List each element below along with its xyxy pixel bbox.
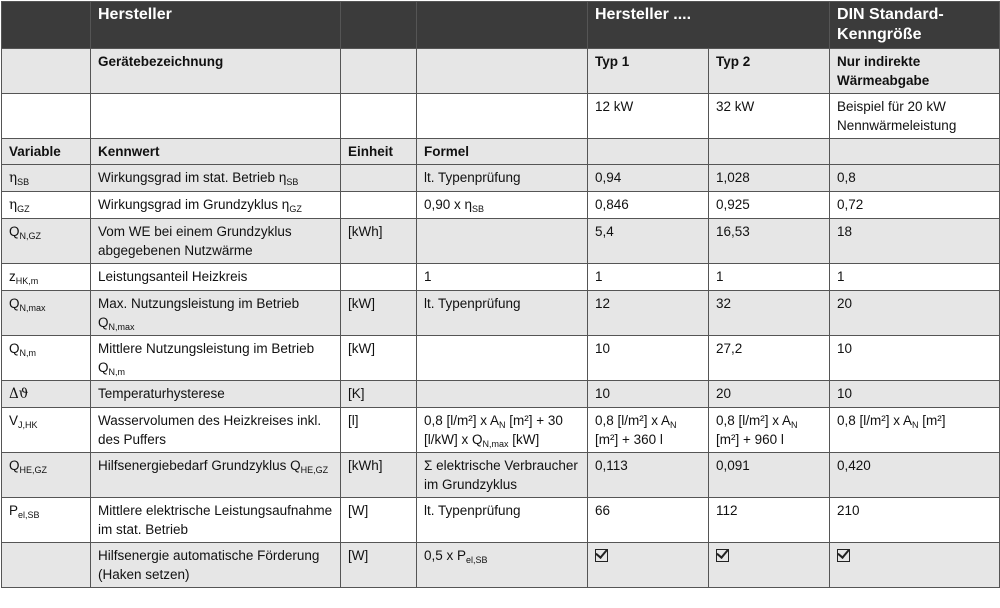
din-value: 0,8 [l/m²] x A — [837, 413, 913, 428]
cell-kennwert — [91, 381, 341, 408]
type2-checkbox[interactable] — [716, 549, 729, 562]
type1-checkbox[interactable] — [595, 549, 608, 562]
kennwert-subscript: N,max — [108, 322, 135, 332]
type1-value: 1 — [595, 269, 603, 284]
cell-kennwert — [91, 543, 341, 588]
formel-text: Σ elektrische Verbraucher im Grundzyklus — [424, 458, 578, 492]
cell-einheit — [341, 291, 417, 336]
cell-type1 — [588, 453, 709, 498]
cell-type2 — [709, 381, 830, 408]
formel-text: 0,8 [l/m²] x A — [424, 413, 500, 428]
type1-label: Typ 1 — [588, 49, 709, 94]
col-einheit: Einheit — [341, 139, 417, 165]
kennwert-text: Vom WE bei einem Grundzyklus abgegebenen Nutzwärme — [98, 224, 292, 258]
type2-value: 0,8 [l/m²] x A — [716, 413, 792, 428]
din-note-label: Nur indirekte Wärmeabgabe — [830, 49, 1000, 94]
cell-type1 — [588, 408, 709, 453]
variable-subscript: HK,m — [15, 276, 39, 286]
cell-din — [830, 336, 1000, 381]
cell-type1 — [588, 219, 709, 264]
din-checkbox[interactable] — [837, 549, 850, 562]
cell-type2 — [709, 453, 830, 498]
formel-text-rest-2: [kW] — [508, 432, 540, 447]
type1-value: 0,94 — [595, 170, 622, 185]
kennwert-text: Leistungsanteil Heizkreis — [98, 269, 248, 284]
formel-subscript: SB — [472, 204, 485, 214]
kennwert-text: Wirkungsgrad im Grundzyklus η — [98, 197, 290, 212]
variable-symbol: η — [9, 197, 18, 213]
cell-variable — [2, 408, 91, 453]
din-value: 0,8 — [837, 170, 856, 185]
cell-kennwert — [91, 192, 341, 219]
type1-power: 12 kW — [588, 94, 709, 139]
variable-symbol: Q — [9, 341, 20, 356]
variable-subscript: SB — [17, 177, 30, 187]
cell-variable — [2, 264, 91, 291]
cell-type1 — [588, 264, 709, 291]
type2-value: 112 — [716, 503, 738, 518]
type2-value: 1,028 — [716, 170, 750, 185]
header-row — [2, 2, 1000, 49]
cell-type2 — [709, 408, 830, 453]
kennwert-text: Mittlere elektrische Leistungsaufnahme im stat. Betrieb — [98, 503, 333, 537]
cell-din — [830, 543, 1000, 588]
cell-einheit — [341, 408, 417, 453]
table-row — [2, 219, 1000, 264]
cell-einheit — [341, 543, 417, 588]
variable-subscript: N,GZ — [19, 231, 42, 241]
variable-symbol: Δϑ — [9, 386, 29, 402]
einheit-text: [kWh] — [348, 224, 383, 239]
cell-variable — [2, 543, 91, 588]
din-value: 20 — [837, 296, 853, 311]
formel-text-rest: [m²] + 30 [l/kW] x Q — [424, 413, 563, 447]
data-table — [1, 1, 1000, 588]
cell-din — [830, 264, 1000, 291]
table-row — [2, 192, 1000, 219]
header-din: DIN Standard-Kenngröße — [830, 2, 1000, 49]
cell-kennwert — [91, 219, 341, 264]
type1-subscript: N — [670, 420, 677, 430]
col-formel: Formel — [417, 139, 588, 165]
cell-formel — [417, 543, 588, 588]
type2-subscript: N — [791, 420, 798, 430]
kennwert-subscript: SB — [286, 177, 299, 187]
cell-type2 — [709, 264, 830, 291]
cell-variable — [2, 498, 91, 543]
din-subscript: N — [912, 420, 919, 430]
variable-subscript: J,HK — [18, 420, 38, 430]
formel-text: lt. Typenprüfung — [424, 170, 521, 185]
cell-formel — [417, 219, 588, 264]
cell-din — [830, 381, 1000, 408]
type1-value: 10 — [595, 341, 611, 356]
cell-type2 — [709, 219, 830, 264]
variable-subscript: N,max — [19, 303, 46, 313]
variable-subscript: HE,GZ — [19, 465, 48, 475]
cell-einheit — [341, 264, 417, 291]
header-hersteller: Hersteller — [91, 2, 341, 49]
kennwert-text: Wasservolumen des Heizkreises inkl. des Puffers — [98, 413, 322, 447]
cell-type1 — [588, 543, 709, 588]
formel-subscript: N — [499, 420, 506, 430]
einheit-text: [W] — [348, 503, 369, 518]
type1-value: 0,113 — [595, 458, 628, 473]
cell-kennwert — [91, 408, 341, 453]
cell-type1 — [588, 336, 709, 381]
variable-symbol: η — [9, 170, 18, 186]
einheit-text: [kW] — [348, 341, 375, 356]
cell-type1 — [588, 381, 709, 408]
cell-din — [830, 498, 1000, 543]
type1-value: 5,4 — [595, 224, 614, 239]
type1-value: 66 — [595, 503, 611, 518]
cell-type2 — [709, 192, 830, 219]
cell-einheit — [341, 498, 417, 543]
col-variable: Variable — [2, 139, 91, 165]
din-value-rest: [m²] — [918, 413, 946, 428]
table-row — [2, 543, 1000, 588]
din-value: 0,420 — [837, 458, 871, 473]
cell-variable — [2, 336, 91, 381]
din-value: 210 — [837, 503, 860, 518]
cell-formel — [417, 264, 588, 291]
kennwert-text: Hilfsenergiebedarf Grundzyklus Q — [98, 458, 301, 473]
cell-einheit — [341, 381, 417, 408]
cell-kennwert — [91, 291, 341, 336]
einheit-text: [l] — [348, 413, 359, 428]
cell-einheit — [341, 219, 417, 264]
cell-formel — [417, 192, 588, 219]
variable-subscript: N,m — [19, 348, 37, 358]
din-value: 0,72 — [837, 197, 864, 212]
cell-einheit — [341, 453, 417, 498]
type1-value: 12 — [595, 296, 611, 311]
cell-din — [830, 165, 1000, 192]
cell-type2 — [709, 498, 830, 543]
table-row — [2, 453, 1000, 498]
formel-text: lt. Typenprüfung — [424, 296, 521, 311]
einheit-text: [kWh] — [348, 458, 383, 473]
cell-din — [830, 408, 1000, 453]
kennwert-text: Wirkungsgrad im stat. Betrieb η — [98, 170, 287, 185]
cell-kennwert — [91, 336, 341, 381]
cell-type1 — [588, 498, 709, 543]
type2-label: Typ 2 — [709, 49, 830, 94]
cell-formel — [417, 498, 588, 543]
einheit-text: [W] — [348, 548, 369, 563]
variable-symbol: V — [9, 413, 19, 428]
cell-type2 — [709, 336, 830, 381]
type2-value-rest: [m²] + 960 l — [716, 432, 784, 447]
din-value: 18 — [837, 224, 853, 239]
variable-symbol: Q — [9, 458, 20, 473]
cell-din — [830, 291, 1000, 336]
device-name-row — [2, 49, 1000, 94]
cell-formel — [417, 291, 588, 336]
cell-kennwert — [91, 165, 341, 192]
power-row — [2, 94, 1000, 139]
type2-value: 27,2 — [716, 341, 743, 356]
din-power: Beispiel für 20 kW Nennwärmeleistung — [830, 94, 1000, 139]
table-body — [2, 165, 1000, 588]
variable-subscript: el,SB — [18, 510, 40, 520]
type2-value: 0,925 — [716, 197, 750, 212]
cell-variable — [2, 165, 91, 192]
variable-symbol: Q — [9, 296, 20, 311]
variable-symbol: z — [9, 269, 16, 284]
din-value: 10 — [837, 341, 853, 356]
einheit-text: [kW] — [348, 296, 375, 311]
table-row — [2, 381, 1000, 408]
einheit-text: [K] — [348, 386, 365, 401]
type1-value: 10 — [595, 386, 611, 401]
cell-variable — [2, 219, 91, 264]
cell-type1 — [588, 192, 709, 219]
cell-variable — [2, 291, 91, 336]
type1-value: 0,8 [l/m²] x A — [595, 413, 671, 428]
cell-einheit — [341, 336, 417, 381]
variable-symbol: Q — [9, 224, 20, 239]
table-row — [2, 336, 1000, 381]
type1-value-rest: [m²] + 360 l — [595, 432, 663, 447]
cell-formel — [417, 165, 588, 192]
table-row — [2, 291, 1000, 336]
cell-formel — [417, 408, 588, 453]
formel-text: 0,90 x η — [424, 197, 473, 212]
kennwert-subscript: GZ — [289, 204, 302, 214]
variable-subscript: GZ — [17, 204, 30, 214]
cell-kennwert — [91, 453, 341, 498]
header-hersteller-dots: Hersteller .... — [588, 2, 830, 49]
device-name-label: Gerätebezeichnung — [91, 49, 341, 94]
cell-einheit — [341, 192, 417, 219]
cell-variable — [2, 453, 91, 498]
cell-type1 — [588, 291, 709, 336]
cell-kennwert — [91, 498, 341, 543]
kennwert-text: Mittlere Nutzungsleistung im Betrieb Q — [98, 341, 315, 375]
cell-formel — [417, 381, 588, 408]
cell-variable — [2, 381, 91, 408]
cell-type2 — [709, 543, 830, 588]
din-value: 10 — [837, 386, 853, 401]
table-row — [2, 264, 1000, 291]
kennwert-subscript: N,m — [108, 367, 126, 377]
cell-type2 — [709, 291, 830, 336]
formel-subscript: el,SB — [466, 555, 488, 565]
formel-text: 0,5 x P — [424, 548, 467, 563]
cell-din — [830, 192, 1000, 219]
type2-value: 32 — [716, 296, 732, 311]
table-row — [2, 498, 1000, 543]
type2-value: 20 — [716, 386, 732, 401]
kennwert-text: Max. Nutzungsleistung im Betrieb Q — [98, 296, 300, 330]
table-row — [2, 408, 1000, 453]
formel-text: 1 — [424, 269, 432, 284]
column-header-row — [2, 139, 1000, 165]
cell-din — [830, 453, 1000, 498]
cell-formel — [417, 336, 588, 381]
cell-kennwert — [91, 264, 341, 291]
type2-value: 1 — [716, 269, 724, 284]
formel-text: lt. Typenprüfung — [424, 503, 521, 518]
col-kennwert: Kennwert — [91, 139, 341, 165]
cell-type1 — [588, 165, 709, 192]
type1-value: 0,846 — [595, 197, 629, 212]
type2-power: 32 kW — [709, 94, 830, 139]
type2-value: 16,53 — [716, 224, 750, 239]
type2-value: 0,091 — [716, 458, 750, 473]
cell-formel — [417, 453, 588, 498]
formel-subscript-2: N,max — [482, 439, 509, 449]
cell-din — [830, 219, 1000, 264]
variable-symbol: P — [9, 503, 19, 518]
kennwert-text: Hilfsenergie automatische Förderung (Haken setzen) — [98, 548, 320, 582]
cell-einheit — [341, 165, 417, 192]
kennwert-text: Temperaturhysterese — [98, 386, 225, 401]
table-row — [2, 165, 1000, 192]
cell-type2 — [709, 165, 830, 192]
cell-variable — [2, 192, 91, 219]
din-value: 1 — [837, 269, 845, 284]
kennwert-subscript: HE,GZ — [300, 465, 329, 475]
